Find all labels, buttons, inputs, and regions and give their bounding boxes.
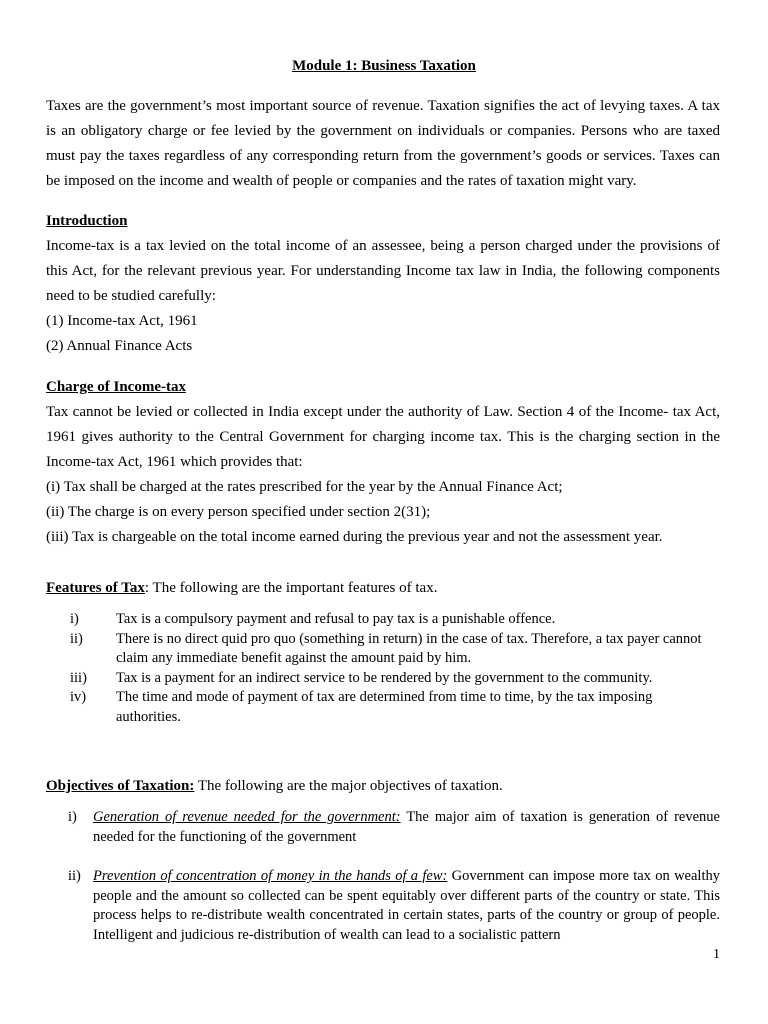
charge-paragraph: Tax cannot be levied or collected in India except under the authority of Law. Section 4 of the Income- tax Act, 1961 gives authority to the Central Government for charging income tax. This is the charging section in the Income-tax Act, 1961 which provides that: xyxy=(46,404,720,470)
features-list xyxy=(46,610,720,727)
page-title: Module 1: Business Taxation xyxy=(292,58,476,74)
list-item-text: The time and mode of payment of tax are determined from time to time, by the tax imposing authorities. xyxy=(116,689,653,725)
list-item xyxy=(46,610,720,630)
introduction-paragraph: Income-tax is a tax levied on the total income of an assessee, being a person charged under the provisions of this Act, for the relevant previous year. For understanding Income tax law in India, the following components need to be studied carefully: xyxy=(46,238,720,304)
introduction-item: (1) Income-tax Act, 1961 xyxy=(46,313,198,329)
objectives-lead: The following are the major objectives of taxation. xyxy=(194,778,503,794)
charge-item: (i) Tax shall be charged at the rates prescribed for the year by the Annual Finance Act; xyxy=(46,479,563,495)
list-item-number: iii) xyxy=(70,669,87,686)
page-number: 1 xyxy=(713,947,720,962)
list-item-text: The major aim of taxation is generation of revenue needed for the functioning of the government xyxy=(93,809,720,845)
charge-heading: Charge of Income-tax xyxy=(46,379,186,395)
list-item-number: i) xyxy=(68,809,77,825)
list-item xyxy=(46,808,720,847)
charge-item: (iii) Tax is chargeable on the total income earned during the previous year and not the assessment year. xyxy=(46,529,663,545)
objectives-list xyxy=(46,808,720,945)
list-item-text: There is no direct quid pro quo (something in return) in the case of tax. Therefore, a tax payer cannot claim any immediate benefit against the amount paid by him. xyxy=(116,630,702,666)
features-heading: Features of Tax xyxy=(46,580,145,596)
objectives-intro xyxy=(46,774,503,799)
list-item-number: ii) xyxy=(68,868,81,884)
intro-paragraph: Taxes are the government’s most important source of revenue. Taxation signifies the act of levying taxes. A tax is an obligatory charge or fee levied by the government on individuals or companies. Persons who are taxed must pay the taxes regardless of any corresponding return from the government’s goods or services. Taxes can be imposed on the income and wealth of people or companies and the rates of taxation might vary. xyxy=(46,98,720,189)
list-item xyxy=(46,630,720,669)
objectives-heading: Objectives of Taxation: xyxy=(46,778,195,794)
list-item-text: Tax is a compulsory payment and refusal to pay tax is a punishable offence. xyxy=(116,611,556,627)
list-item xyxy=(46,669,720,689)
list-item-number: ii) xyxy=(70,630,83,647)
list-item-number: iv) xyxy=(70,689,87,705)
list-item-text: Government can impose more tax on wealthy people and the amount so collected can be spent equitably over different parts of the country or state. This process helps to re-distribute wealth concentrated in certain states, parts of the country or group of people. Intelligent and judicious re-distribution of wealth can lead to a socialistic pattern xyxy=(93,868,720,943)
introduction-heading: Introduction xyxy=(46,213,128,229)
features-lead: : The following are the important features of tax. xyxy=(144,580,438,596)
objective-title: Prevention of concentration of money in the hands of a few: xyxy=(93,868,448,884)
features-intro xyxy=(46,576,437,601)
list-item xyxy=(46,688,720,727)
list-item-number: i) xyxy=(70,611,79,627)
list-item xyxy=(46,867,720,945)
list-item-text: Tax is a payment for an indirect service to be rendered by the government to the community. xyxy=(116,669,653,686)
charge-item: (ii) The charge is on every person specified under section 2(31); xyxy=(46,504,431,520)
introduction-item: (2) Annual Finance Acts xyxy=(46,338,193,354)
objective-title: Generation of revenue needed for the government: xyxy=(93,809,401,825)
